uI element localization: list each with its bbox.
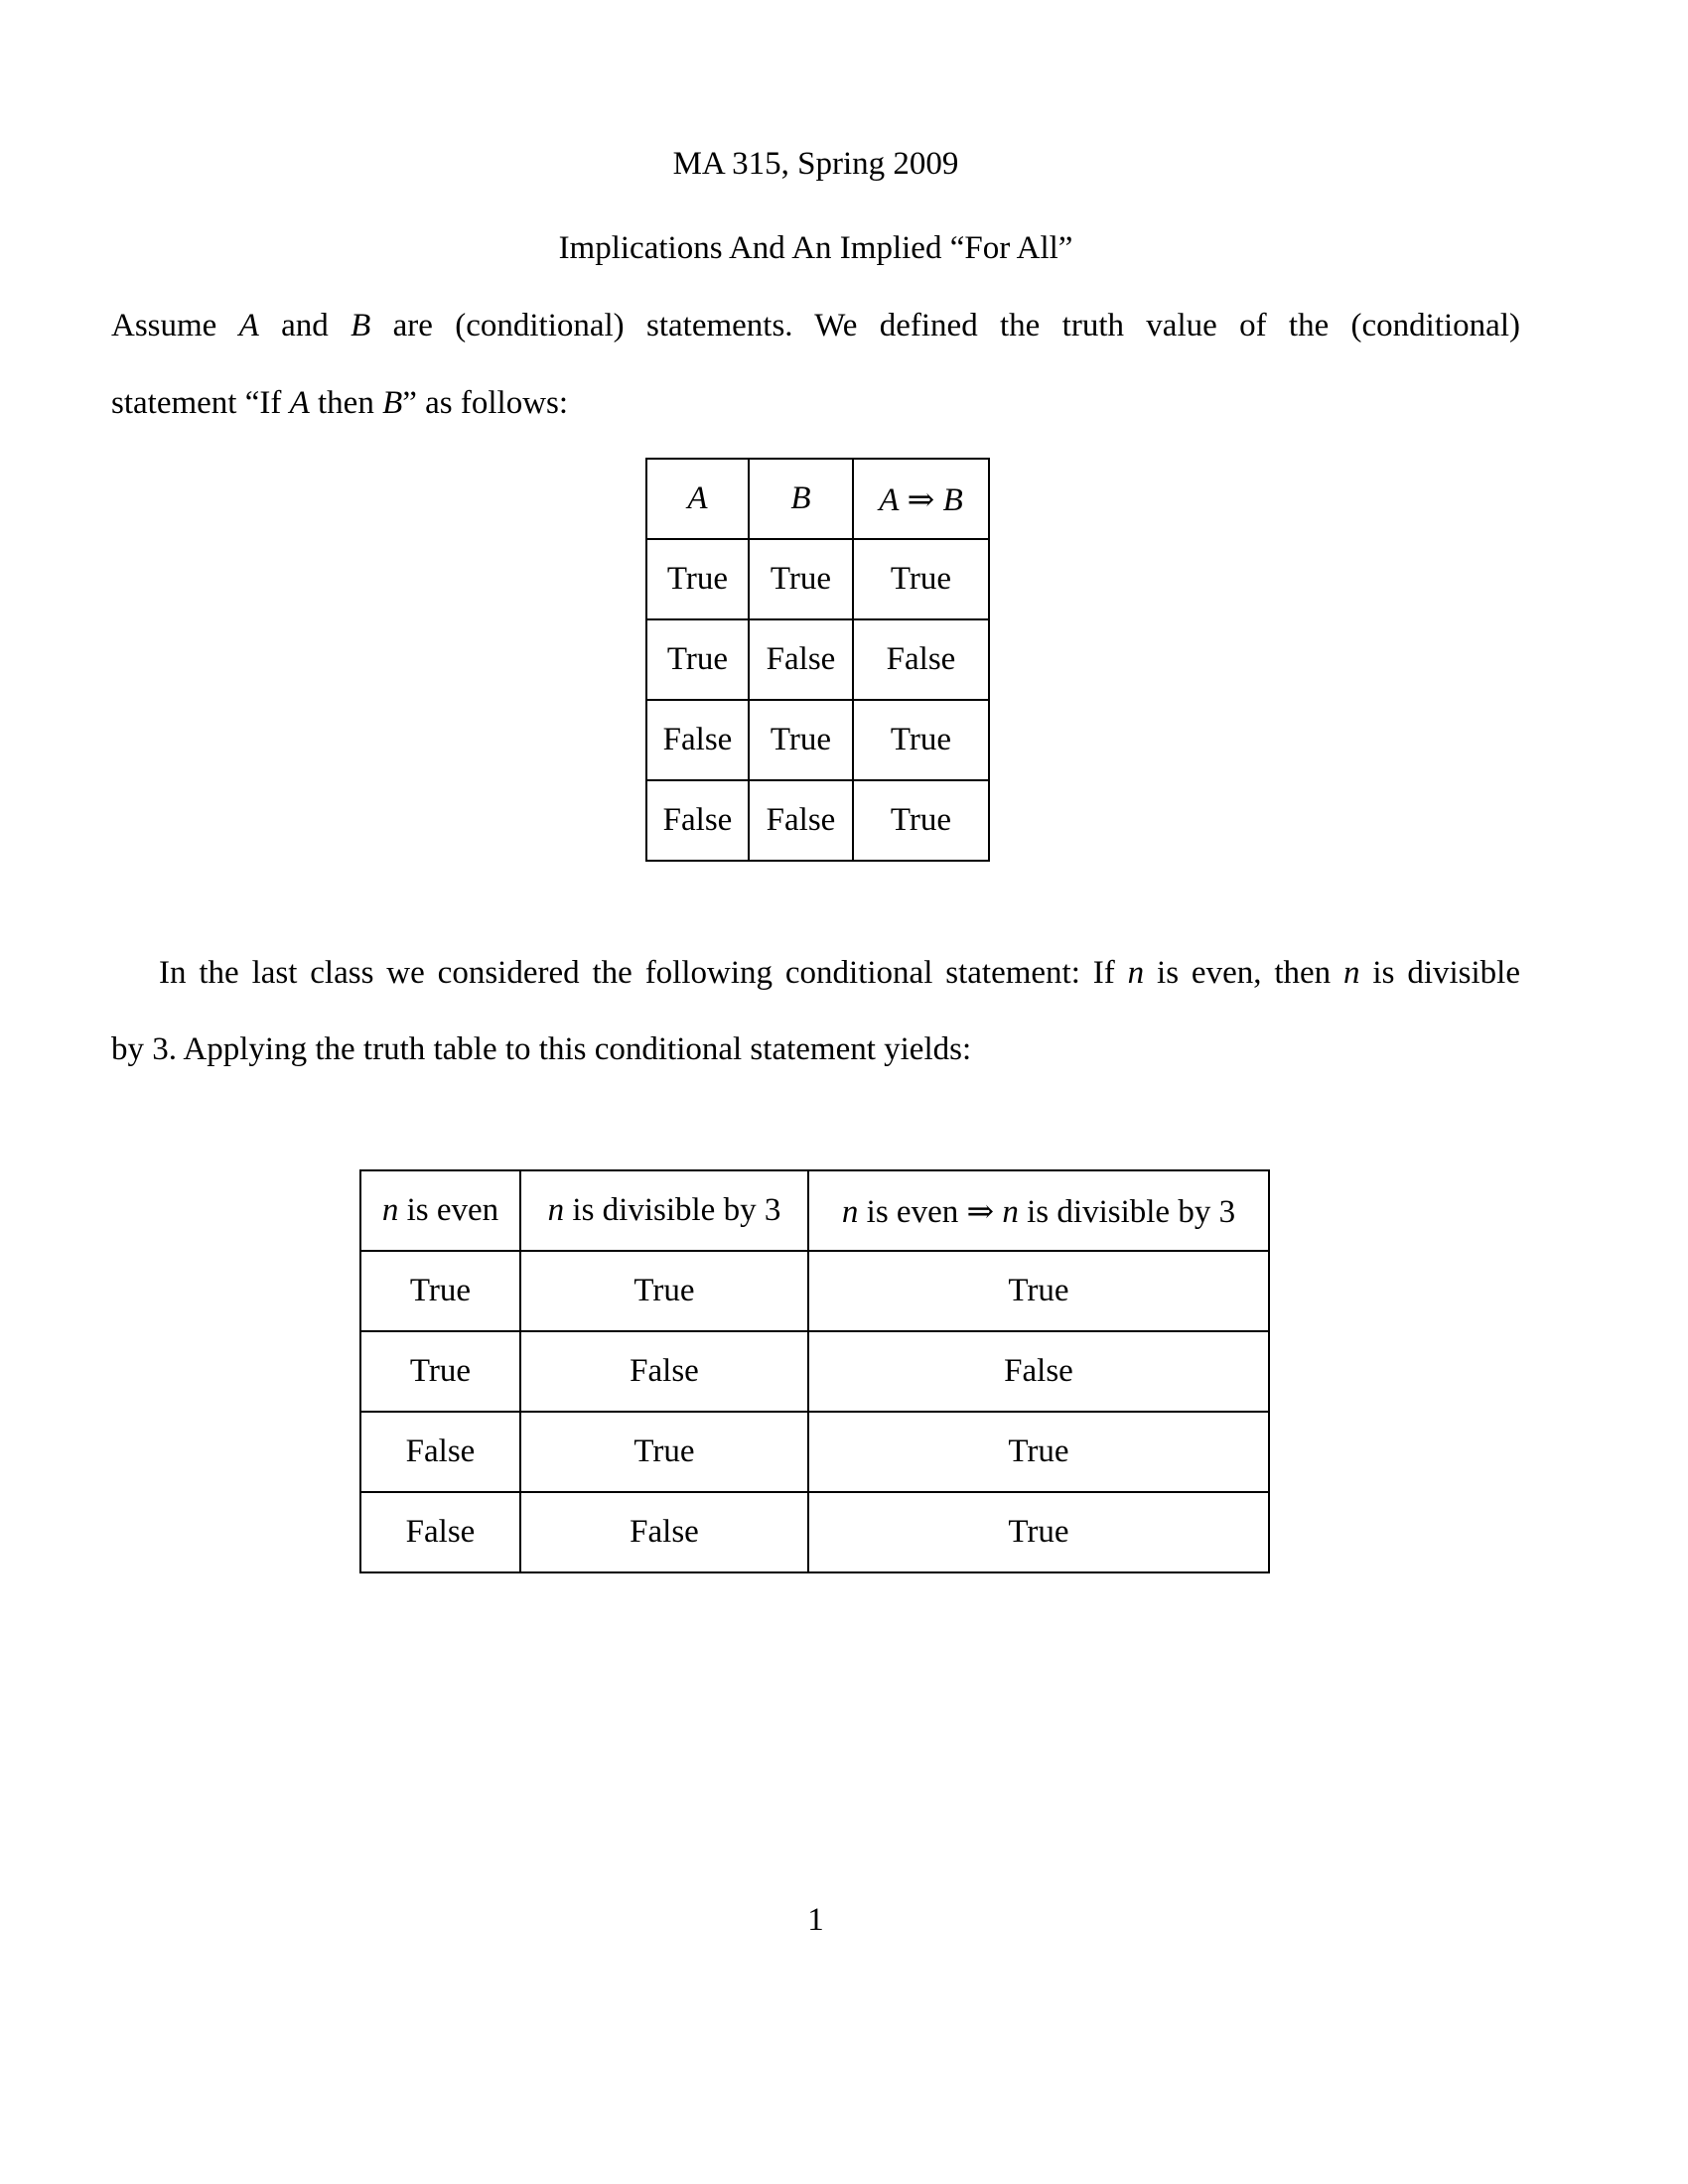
text-segment: and: [258, 308, 352, 343]
math-variable: n: [1002, 1193, 1019, 1230]
text-segment: is divisible: [1359, 955, 1520, 991]
truth-cell: True: [360, 1331, 520, 1412]
truth-cell: False: [360, 1492, 520, 1572]
column-header-a-implies-b: [853, 459, 989, 539]
truth-cell: False: [646, 700, 749, 780]
math-variable: n: [1343, 955, 1360, 991]
text-segment: In the last class we considered the following conditional statement: If: [159, 955, 1128, 991]
truth-cell: False: [853, 619, 989, 700]
truth-cell: True: [749, 539, 853, 619]
truth-cell: True: [853, 700, 989, 780]
truth-cell: False: [749, 780, 853, 861]
truth-cell: True: [520, 1412, 808, 1492]
truth-cell: False: [646, 780, 749, 861]
column-header-implication: [808, 1170, 1269, 1251]
text-segment: is even: [398, 1192, 499, 1228]
table-row: [646, 619, 989, 700]
math-variable: B: [790, 480, 811, 516]
truth-cell: False: [520, 1492, 808, 1572]
math-variable: n: [547, 1192, 565, 1228]
truth-cell: False: [808, 1331, 1269, 1412]
truth-cell: True: [646, 619, 749, 700]
table-row: [646, 539, 989, 619]
table-row: [360, 1492, 1269, 1572]
text-segment: ” as follows:: [402, 385, 569, 421]
truth-cell: False: [520, 1331, 808, 1412]
page-number: 1: [807, 1902, 824, 1938]
column-header-b: [749, 459, 853, 539]
truth-cell: True: [749, 700, 853, 780]
table-row: [646, 780, 989, 861]
text-segment: Assume: [111, 308, 239, 343]
table-row: [360, 1331, 1269, 1412]
column-header-a: [646, 459, 749, 539]
text-segment: are (conditional) statements. We defined the truth value of the (conditional): [370, 308, 1520, 343]
truth-cell: True: [853, 539, 989, 619]
math-variable: B: [351, 308, 371, 343]
truth-cell: True: [808, 1492, 1269, 1572]
truth-cell: True: [853, 780, 989, 861]
text-segment: statement “If: [111, 385, 290, 421]
math-variable: n: [841, 1193, 859, 1230]
text-segment: is even, then: [1144, 955, 1344, 991]
text-segment: is divisible by 3: [1018, 1193, 1236, 1230]
truth-cell: True: [520, 1251, 808, 1331]
table-row: [646, 700, 989, 780]
truth-cell: False: [360, 1412, 520, 1492]
math-variable: n: [381, 1192, 399, 1228]
table-header-row: [646, 459, 989, 539]
text-segment: ⇒: [899, 481, 943, 518]
paragraph1-line1: [111, 307, 1520, 344]
paragraph2-line1: [111, 954, 1520, 992]
truth-cell: True: [808, 1251, 1269, 1331]
table-row: [360, 1412, 1269, 1492]
text-segment: by 3. Applying the truth table to this conditional statement yields:: [111, 1031, 972, 1067]
text-segment: is even ⇒: [858, 1193, 1003, 1230]
math-variable: A: [289, 385, 310, 421]
table-header-row: [360, 1170, 1269, 1251]
text-segment: then: [309, 385, 383, 421]
math-variable: A: [687, 480, 708, 516]
math-variable: B: [942, 481, 963, 518]
math-variable: A: [879, 481, 900, 518]
truth-table-n-even-divisible: [359, 1169, 1270, 1573]
table-row: [360, 1251, 1269, 1331]
document-subtitle: Implications And An Implied “For All”: [558, 230, 1073, 266]
math-variable: B: [382, 385, 403, 421]
column-header-n-is-even: [360, 1170, 520, 1251]
document-title: MA 315, Spring 2009: [672, 146, 959, 182]
truth-cell: True: [808, 1412, 1269, 1492]
truth-cell: True: [646, 539, 749, 619]
text-segment: is divisible by 3: [564, 1192, 781, 1228]
column-header-n-divisible-by-3: [520, 1170, 808, 1251]
math-variable: n: [1127, 955, 1145, 991]
paragraph2-line2: [111, 1030, 1520, 1068]
truth-table-a-b: [645, 458, 990, 862]
math-variable: A: [238, 308, 259, 343]
truth-cell: True: [360, 1251, 520, 1331]
paragraph1-line2: [111, 384, 1520, 422]
truth-cell: False: [749, 619, 853, 700]
